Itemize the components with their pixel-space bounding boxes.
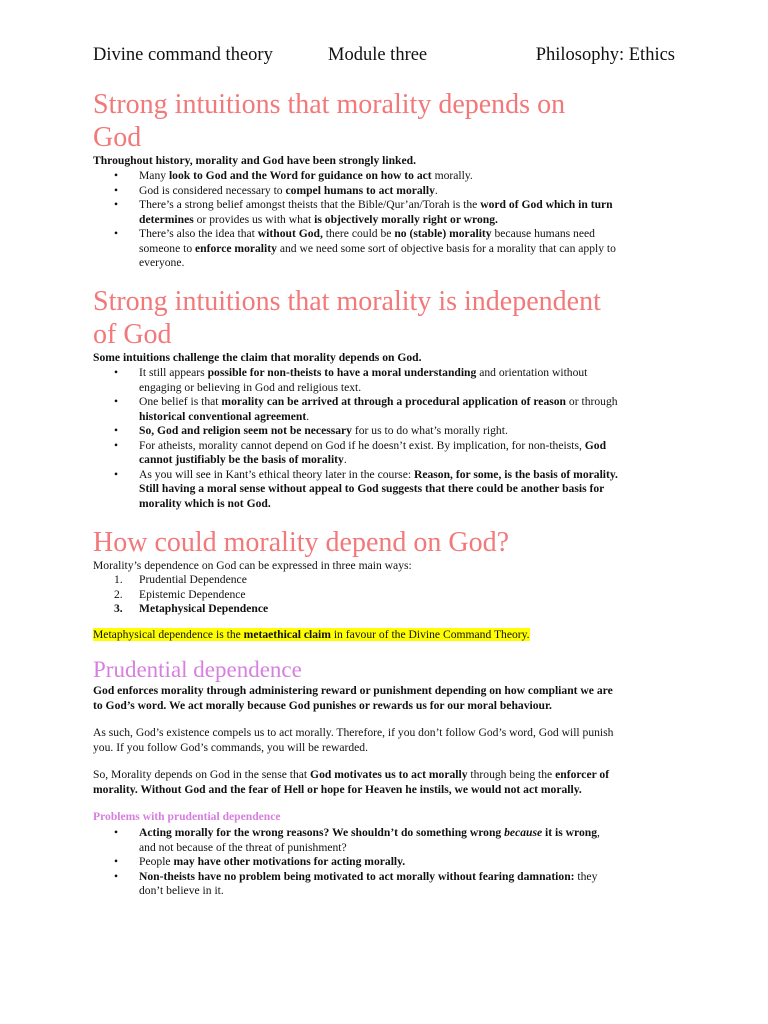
heading-line: Strong intuitions that morality is independent bbox=[93, 286, 601, 317]
text: is objectively morally right or wrong. bbox=[314, 212, 498, 226]
text: or provides us with what bbox=[193, 212, 315, 226]
bullet-marker: • bbox=[114, 366, 119, 379]
numbered-list bbox=[93, 573, 677, 617]
section-intro: Morality’s dependence on God can be expressed in three main ways: bbox=[93, 559, 412, 572]
text: and orientation without bbox=[476, 366, 588, 379]
list-item bbox=[93, 826, 677, 855]
section-intro: Throughout history, morality and God have been strongly linked. bbox=[93, 154, 416, 167]
highlighted-note bbox=[93, 628, 683, 643]
list-number: 3. bbox=[114, 602, 123, 615]
list-item bbox=[93, 227, 677, 271]
text: for us to do what’s morally right. bbox=[351, 424, 508, 437]
text: There’s also the idea that bbox=[139, 227, 258, 240]
text: morality can be arrived at through a procedural application of reason bbox=[221, 395, 567, 408]
text: People bbox=[139, 855, 174, 868]
text: Acting morally for the wrong reasons? We shouldn’t do something wrong bbox=[139, 826, 505, 839]
text: it is wrong bbox=[542, 826, 597, 839]
text: One belief is that bbox=[139, 395, 222, 408]
list-number: 1. bbox=[114, 573, 123, 586]
text: and we need some sort of objective basis for a morality that can apply to bbox=[276, 241, 616, 255]
list-item bbox=[93, 573, 677, 588]
problems-heading: Problems with prudential dependence bbox=[93, 810, 281, 823]
text: God is considered necessary to bbox=[139, 183, 286, 197]
text: . bbox=[343, 453, 347, 466]
text: without God, bbox=[257, 227, 323, 240]
page-header bbox=[93, 43, 675, 67]
text: because bbox=[504, 826, 543, 839]
text: God enforces morality through administering reward or punishment depending on how compliant we are bbox=[93, 684, 613, 697]
text: through being the bbox=[467, 768, 556, 781]
bullet-marker: • bbox=[114, 855, 119, 868]
text: historical conventional agreement bbox=[139, 409, 307, 423]
list-item bbox=[93, 439, 677, 468]
section-heading-depends-on-god bbox=[93, 88, 693, 154]
text: morality. Without God and the fear of Hell or hope for Heaven he instils, we would not act morally. bbox=[93, 782, 582, 796]
bullet-list bbox=[93, 826, 677, 899]
text: As you will see in Kant’s ethical theory later in the course: bbox=[139, 467, 414, 481]
header-module: Module three bbox=[328, 45, 428, 65]
text: Metaphysical dependence is the bbox=[93, 628, 244, 641]
bullet-marker: • bbox=[114, 826, 119, 839]
text: they bbox=[574, 869, 598, 883]
text: So, Morality depends on God in the sense that bbox=[93, 768, 311, 781]
text: everyone. bbox=[139, 256, 185, 269]
text: Epistemic Dependence bbox=[139, 587, 246, 601]
text: morally. bbox=[431, 169, 473, 182]
text: and not because of the threat of punishment? bbox=[139, 840, 347, 854]
bullet-marker: • bbox=[114, 438, 119, 452]
text: cannot justifiably be the basis of morality bbox=[139, 453, 344, 466]
list-item bbox=[93, 855, 677, 870]
bullet-marker: • bbox=[114, 198, 119, 211]
text: metaethical claim bbox=[243, 628, 331, 641]
text: morality which is not God. bbox=[139, 496, 271, 510]
list-item bbox=[93, 184, 677, 199]
list-item bbox=[93, 366, 677, 395]
text: because humans need bbox=[491, 227, 595, 240]
list-item bbox=[93, 602, 677, 617]
text: Still having a moral sense without appeal to God suggests that there could be another basis for bbox=[139, 482, 605, 495]
list-item bbox=[93, 169, 677, 184]
bullet-marker: • bbox=[114, 227, 119, 240]
section-heading-independent-of-god bbox=[93, 285, 693, 351]
list-item bbox=[93, 468, 677, 512]
bullet-marker: • bbox=[114, 424, 119, 437]
text: God motivates us to act morally bbox=[310, 768, 468, 781]
list-item bbox=[93, 198, 677, 227]
subsection-heading-prudential-dependence: Prudential dependence bbox=[93, 657, 302, 682]
text: look to God and the Word for guidance on how to act bbox=[168, 169, 432, 182]
text: Reason, for some, is the basis of morality. bbox=[413, 467, 618, 481]
text: in favour of the Divine Command Theory. bbox=[330, 628, 530, 641]
text: there could be bbox=[322, 227, 395, 240]
text: enforcer of bbox=[555, 768, 610, 781]
text: word of God which in turn bbox=[480, 198, 613, 211]
text: determines bbox=[139, 212, 194, 226]
text: So, God and religion seem not be necessary bbox=[139, 424, 352, 437]
text: Metaphysical Dependence bbox=[139, 602, 269, 615]
text: God bbox=[584, 438, 607, 452]
list-item bbox=[93, 424, 677, 439]
text: Prudential Dependence bbox=[139, 573, 247, 586]
text: you. If you follow God’s commands, you will be rewarded. bbox=[93, 740, 368, 754]
header-subject: Philosophy: Ethics bbox=[535, 45, 675, 65]
text: don’t believe in it. bbox=[139, 884, 224, 897]
bullet-marker: • bbox=[114, 395, 119, 408]
heading-line: God bbox=[93, 122, 142, 153]
bullet-list bbox=[93, 169, 677, 271]
text: , bbox=[597, 826, 600, 839]
bullet-marker: • bbox=[114, 183, 119, 197]
bullet-list bbox=[93, 366, 677, 511]
text: . bbox=[434, 183, 438, 197]
text: to God’s word. We act morally because God punishes or rewards us for our moral behaviour. bbox=[93, 698, 552, 712]
list-item bbox=[93, 870, 677, 899]
text: It still appears bbox=[139, 366, 208, 379]
text: Non-theists have no problem being motivated to act morally without fearing damnation: bbox=[139, 869, 575, 883]
text: Many bbox=[139, 169, 169, 182]
heading-line: of God bbox=[93, 319, 172, 350]
text: engaging or believing in God and religious text. bbox=[139, 380, 362, 394]
text: or through bbox=[566, 395, 618, 408]
text: possible for non-theists to have a moral understanding bbox=[207, 366, 477, 379]
list-number: 2. bbox=[114, 587, 123, 601]
section-heading-how-could-morality-depend: How could morality depend on God? bbox=[93, 527, 510, 558]
text: compel humans to act morally bbox=[285, 183, 435, 197]
text: enforce morality bbox=[195, 241, 277, 255]
text: . bbox=[306, 409, 310, 423]
text: As such, God’s existence compels us to act morally. Therefore, if you don’t follow God’s word, God will punish bbox=[93, 726, 614, 739]
bullet-marker: • bbox=[114, 169, 119, 182]
header-topic: Divine command theory bbox=[93, 45, 273, 65]
bullet-marker: • bbox=[114, 869, 119, 883]
paragraph bbox=[93, 684, 683, 713]
heading-line: Strong intuitions that morality depends on bbox=[93, 89, 566, 120]
bullet-marker: • bbox=[114, 467, 119, 481]
text: someone to bbox=[139, 241, 196, 255]
section-intro: Some intuitions challenge the claim that morality depends on God. bbox=[93, 351, 422, 364]
paragraph bbox=[93, 726, 683, 755]
text: There’s a strong belief amongst theists that the Bible/Qur’an/Torah is the bbox=[139, 198, 481, 211]
text: For atheists, morality cannot depend on God if he doesn’t exist. By implication, for non-theists, bbox=[139, 438, 585, 452]
list-item bbox=[93, 395, 677, 424]
text: no (stable) morality bbox=[394, 227, 492, 240]
paragraph bbox=[93, 768, 683, 797]
text: may have other motivations for acting morally. bbox=[173, 855, 406, 868]
list-item bbox=[93, 588, 677, 603]
